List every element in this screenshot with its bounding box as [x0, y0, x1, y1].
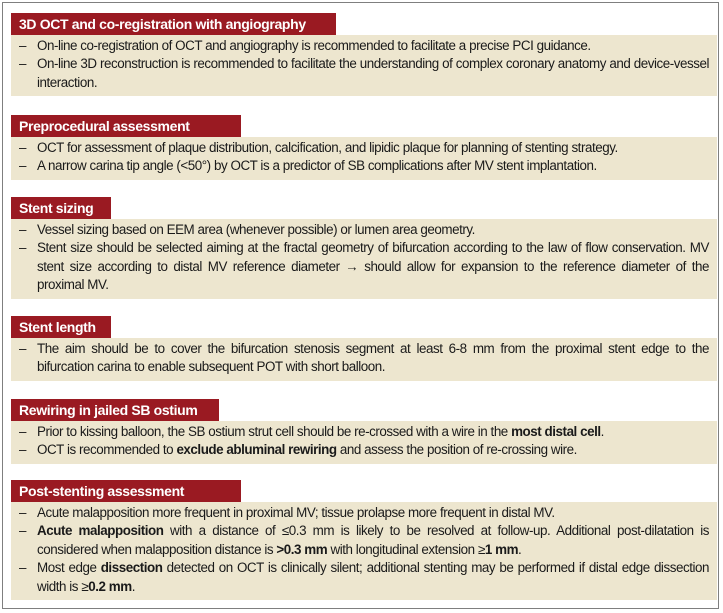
dash-bullet: – [19, 56, 26, 72]
list-item [19, 55, 709, 92]
dash-bullet: – [19, 442, 26, 458]
section-title: Rewiring in jailed SB ostium [11, 399, 219, 421]
emphasis-text: 1 mm [484, 541, 519, 557]
list-item [19, 221, 709, 239]
section-title: 3D OCT and co-registration with angiography [11, 13, 336, 35]
section-stent-length [11, 316, 717, 381]
text-run: with a distance of ≤0.3 mm is likely to be resolved at follow-up. Additional post-dilatation is considered when malapposition distance is [37, 523, 709, 557]
item-text [37, 504, 709, 522]
section-stent-sizing [11, 197, 717, 299]
item-text [37, 423, 709, 441]
text-run: The aim should be to cover the bifurcation stenosis segment at least 6-8 mm from the proximal stent edge to the bifurcation carina to enable subsequent POT with short balloon. [37, 341, 709, 375]
text-run: Most edge [37, 560, 101, 576]
list-item [19, 522, 709, 559]
section-post-stenting [11, 480, 717, 600]
text-run: and assess the position of re-crossing wire. [336, 442, 577, 458]
text-run: with longitudinal extension ≥ [327, 541, 485, 557]
text-run: detected on OCT is clinically silent; additional stenting may be performed if distal edge dissection width is ≥ [37, 560, 709, 594]
section-body [11, 219, 717, 299]
list-item [19, 423, 709, 441]
list-item [19, 157, 709, 175]
emphasis-text: most distal cell [511, 424, 601, 439]
dash-bullet: – [19, 505, 26, 520]
section-title: Stent length [11, 316, 111, 338]
dash-bullet: – [19, 424, 26, 439]
item-text [37, 340, 709, 377]
emphasis-text: >0.3 mm [276, 541, 328, 557]
emphasis-text: dissection [100, 560, 163, 576]
item-text [37, 559, 709, 596]
text-run: Prior to kissing balloon, the SB ostium strut cell should be re-crossed with a wire in the [37, 424, 512, 439]
item-text [37, 441, 709, 459]
emphasis-text: 0.2 mm [88, 578, 132, 594]
list-item [19, 441, 709, 459]
section-rewiring [11, 399, 717, 464]
text-run: OCT for assessment of plaque distribution, calcification, and lipidic plaque for planning of stenting strategy. [37, 140, 618, 155]
dash-bullet: – [19, 158, 26, 174]
emphasis-text: Acute malapposition [37, 523, 164, 539]
item-text [37, 37, 709, 55]
item-text [37, 522, 709, 559]
dash-bullet: – [19, 341, 26, 356]
section-preprocedural [11, 115, 717, 180]
text-run: On-line 3D reconstruction is recommended to facilitate the understanding of complex coronary anatomy and device-vessel interaction. [37, 56, 709, 90]
item-text [37, 221, 709, 239]
item-text [37, 55, 709, 92]
text-run: . [131, 578, 135, 594]
dash-bullet: – [19, 222, 26, 237]
text-run: . [600, 424, 604, 439]
item-text [37, 239, 709, 294]
text-run: . [518, 541, 522, 557]
section-body [11, 502, 717, 600]
text-run: A narrow carina tip angle (<50°) by OCT is a predictor of SB complications after MV stent implantation. [37, 158, 597, 174]
section-body [11, 35, 717, 96]
text-run: Vessel sizing based on EEM area (whenever possible) or lumen area geometry. [37, 222, 475, 237]
emphasis-text: exclude abluminal rewiring [176, 442, 337, 458]
dash-bullet: – [19, 560, 26, 576]
section-body [11, 421, 717, 464]
item-text [37, 157, 709, 175]
dash-bullet: – [19, 523, 26, 539]
section-title: Preprocedural assessment [11, 115, 241, 137]
list-item [19, 139, 709, 157]
list-item [19, 37, 709, 55]
list-item [19, 239, 709, 294]
text-run: Stent size should be selected aiming at the fractal geometry of bifurcation according to the law of flow conservation. MV stent size according to distal MV reference diameter → should allow for expansion to the reference diameter of the proximal MV. [37, 240, 709, 293]
section-title: Stent sizing [11, 197, 111, 219]
figure-frame [2, 2, 719, 609]
text-run: Acute malapposition more frequent in proximal MV; tissue prolapse more frequent in distal MV. [37, 505, 555, 520]
text-run: OCT is recommended to [37, 442, 177, 458]
section-body [11, 338, 717, 381]
dash-bullet: – [19, 240, 26, 256]
list-item [19, 559, 709, 596]
dash-bullet: – [19, 38, 26, 53]
item-text [37, 139, 709, 157]
list-item [19, 504, 709, 522]
list-item [19, 340, 709, 377]
section-3d-oct [11, 13, 717, 96]
section-body [11, 137, 717, 180]
dash-bullet: – [19, 140, 26, 155]
section-title: Post-stenting assessment [11, 480, 241, 502]
text-run: On-line co-registration of OCT and angiography is recommended to facilitate a precise PCI guidance. [37, 38, 591, 53]
